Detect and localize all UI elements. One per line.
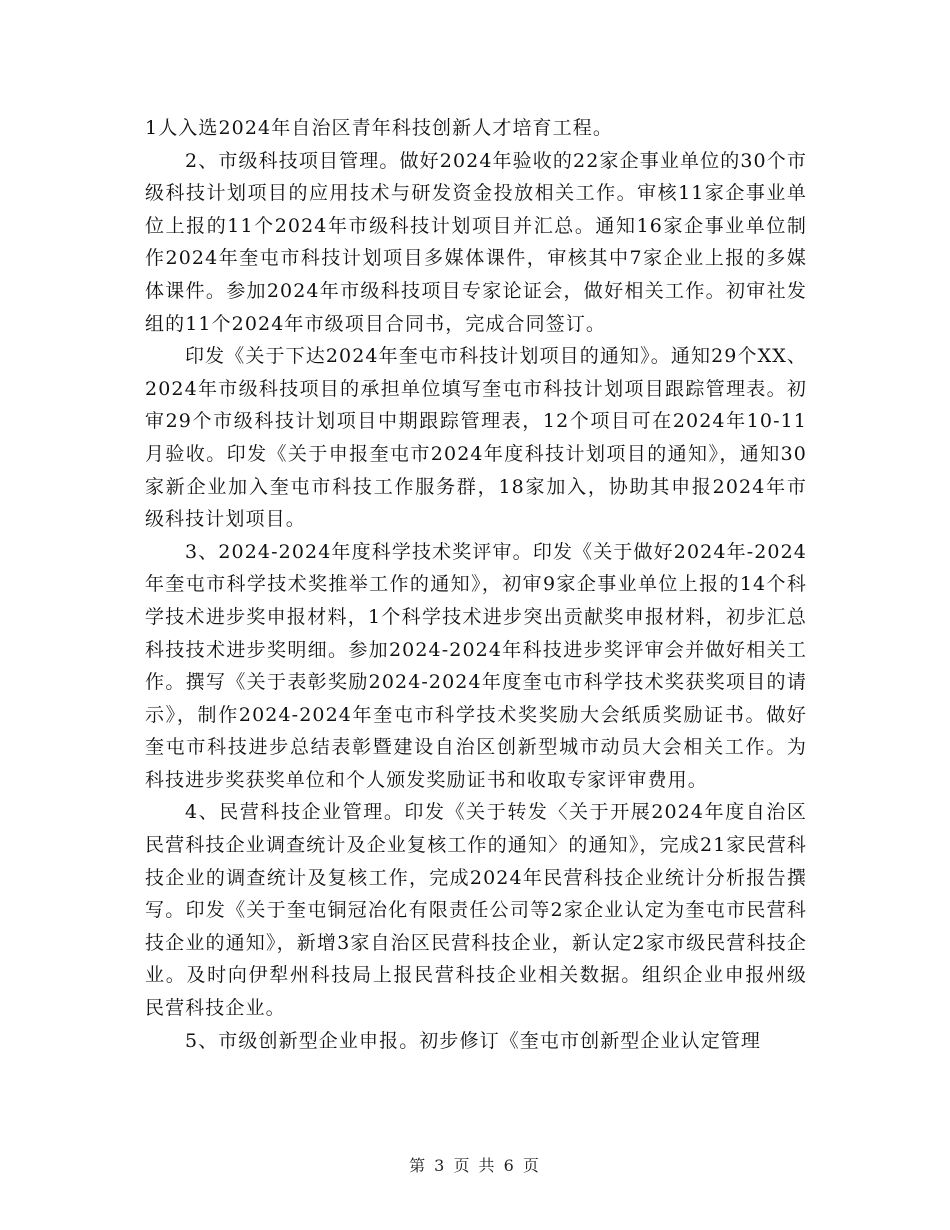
paragraph-1: 1人入选2024年自治区青年科技创新人才培育工程。	[145, 117, 613, 139]
paragraph-5: 4、民营科技企业管理。印发《关于转发〈关于开展2024年度自治区民营科技企业调查统计及企业复核工作的通知〉的通知》，完成21家民营科技企业的调查统计及复核工作，完成2024年民营科技企业统计分析报告撰写。印发《关于奎屯铜冠冶化有限责任公司等2家企业认定为奎屯市民营科技企业的通知》，新增3家自治区民营科技企业，新认定2家市级民营科技企业。及时向伊犁州科技局上报民营科技企业相关数据。组织企业申报州级民营科技企业。	[145, 801, 807, 1020]
paragraph-6: 5、市级创新型企业申报。初步修订《奎屯市创新型企业认定管理	[185, 1029, 761, 1052]
paragraph-4: 3、2024-2024年度科学技术奖评审。印发《关于做好2024年-2024年奎屯市科学技术奖推举工作的通知》，初审9家企事业单位上报的14个科学技术进步奖申报材料，1个科学技术进步突出贡献奖申报材料，初步汇总科技技术进步奖明细。参加2024-2024年科技进步奖评审会并做好相关工作。撰写《关于表彰奖励2024-2024年度奎屯市科学技术奖获奖项目的请示》，制作2024-2024年奎屯市科学技术奖奖励大会纸质奖励证书。做好奎屯市科技进步总结表彰暨建设自治区创新型城市动员大会相关工作。为科技进步奖获奖单位和个人颁发奖励证书和收取专家评审费用。	[145, 540, 807, 791]
paragraph-3: 印发《关于下达2024年奎屯市科技计划项目的通知》。通知29个XX、2024年市级科技项目的承担单位填写奎屯市科技计划项目跟踪管理表。初审29个市级科技计划项目中期跟踪管理表，12个项目可在2024年10-11月验收。印发《关于申报奎屯市2024年度科技计划项目的通知》，通知30家新企业加入奎屯市科技工作服务群，18家加入，协助其申报2024年市级科技计划项目。	[145, 345, 807, 531]
page-number-footer: 第 3 页 共 6 页	[409, 1156, 541, 1175]
document-body	[145, 112, 807, 1057]
paragraph-2: 2、市级科技项目管理。做好2024年验收的22家企事业单位的30个市级科技计划项目的应用技术与研发资金投放相关工作。审核11家企事业单位上报的11个2024年市级科技计划项目并汇总。通知16家企事业单位制作2024年奎屯市科技计划项目多媒体课件，审核其中7家企业上报的多媒体课件。参加2024年市级科技项目专家论证会，做好相关工作。初审社发组的11个2024年市级项目合同书，完成合同签订。	[145, 149, 807, 335]
